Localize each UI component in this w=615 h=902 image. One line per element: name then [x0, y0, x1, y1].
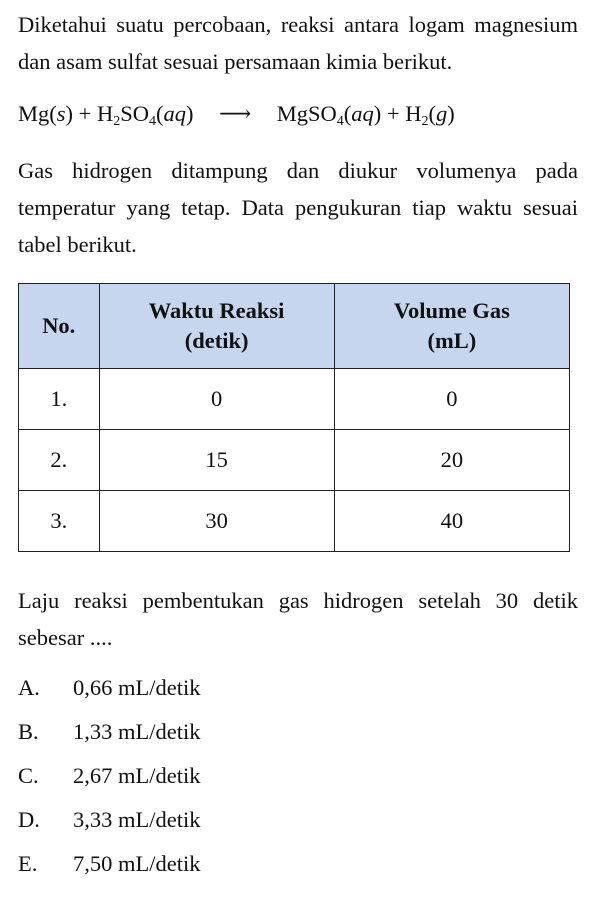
- intro-paragraph: Diketahui suatu percobaan, reaksi antara logam magnesium dan asam sulfat sesuai persamaan kimia berikut.: [18, 12, 578, 74]
- cell-volume: 40: [334, 491, 569, 552]
- description-paragraph: Gas hidrogen ditampung dan diukur volumenya pada temperatur yang tetap. Data pengukuran tiap waktu sesuai tabel berikut.: [18, 158, 578, 257]
- option-b[interactable]: [18, 710, 578, 754]
- cell-volume: 0: [334, 369, 569, 430]
- reactant-mg: Mg(s): [18, 101, 74, 126]
- cell-time: 15: [99, 430, 334, 491]
- option-letter: B.: [18, 719, 39, 744]
- chemical-equation: [18, 98, 578, 130]
- cell-no: 2.: [19, 430, 100, 491]
- question-text: Laju reaksi pembentukan gas hidrogen setelah 30 detik sebesar ....: [18, 588, 578, 650]
- problem-page: [18, 6, 578, 902]
- answer-options: [18, 666, 578, 886]
- option-letter: E.: [18, 851, 38, 876]
- reaction-arrow-icon: ⟶: [218, 101, 252, 126]
- header-no: No.: [19, 284, 100, 369]
- header-time: Waktu Reaksi (detik): [99, 284, 334, 369]
- option-text: 0,66 mL/detik: [73, 675, 201, 700]
- plus-sign: +: [78, 101, 92, 126]
- cell-no: 3.: [19, 491, 100, 552]
- option-e[interactable]: [18, 842, 578, 886]
- table-row: [19, 369, 570, 430]
- reactant-h2so4: $H_2SO_4(aq)$: [96, 101, 194, 129]
- option-letter: A.: [18, 675, 40, 700]
- option-letter: D.: [18, 807, 40, 832]
- header-volume: Volume Gas (mL): [334, 284, 569, 369]
- cell-time: 0: [99, 369, 334, 430]
- option-c[interactable]: [18, 754, 578, 798]
- cell-time: 30: [99, 491, 334, 552]
- option-text: 1,33 mL/detik: [73, 719, 201, 744]
- plus-sign: +: [386, 101, 400, 126]
- option-a[interactable]: [18, 666, 578, 710]
- option-letter: C.: [18, 763, 39, 788]
- option-text: 3,33 mL/detik: [73, 807, 201, 832]
- option-text: 7,50 mL/detik: [73, 851, 201, 876]
- table-header-row: [19, 284, 570, 369]
- option-text: 2,67 mL/detik: [73, 763, 201, 788]
- option-d[interactable]: [18, 798, 578, 842]
- cell-volume: 20: [334, 430, 569, 491]
- cell-no: 1.: [19, 369, 100, 430]
- table-row: [19, 491, 570, 552]
- product-mgso4: MgSO$_4$(aq): [276, 101, 382, 129]
- data-table: [18, 283, 570, 552]
- product-h2: $H_2(g)$: [405, 101, 455, 129]
- table-row: [19, 430, 570, 491]
